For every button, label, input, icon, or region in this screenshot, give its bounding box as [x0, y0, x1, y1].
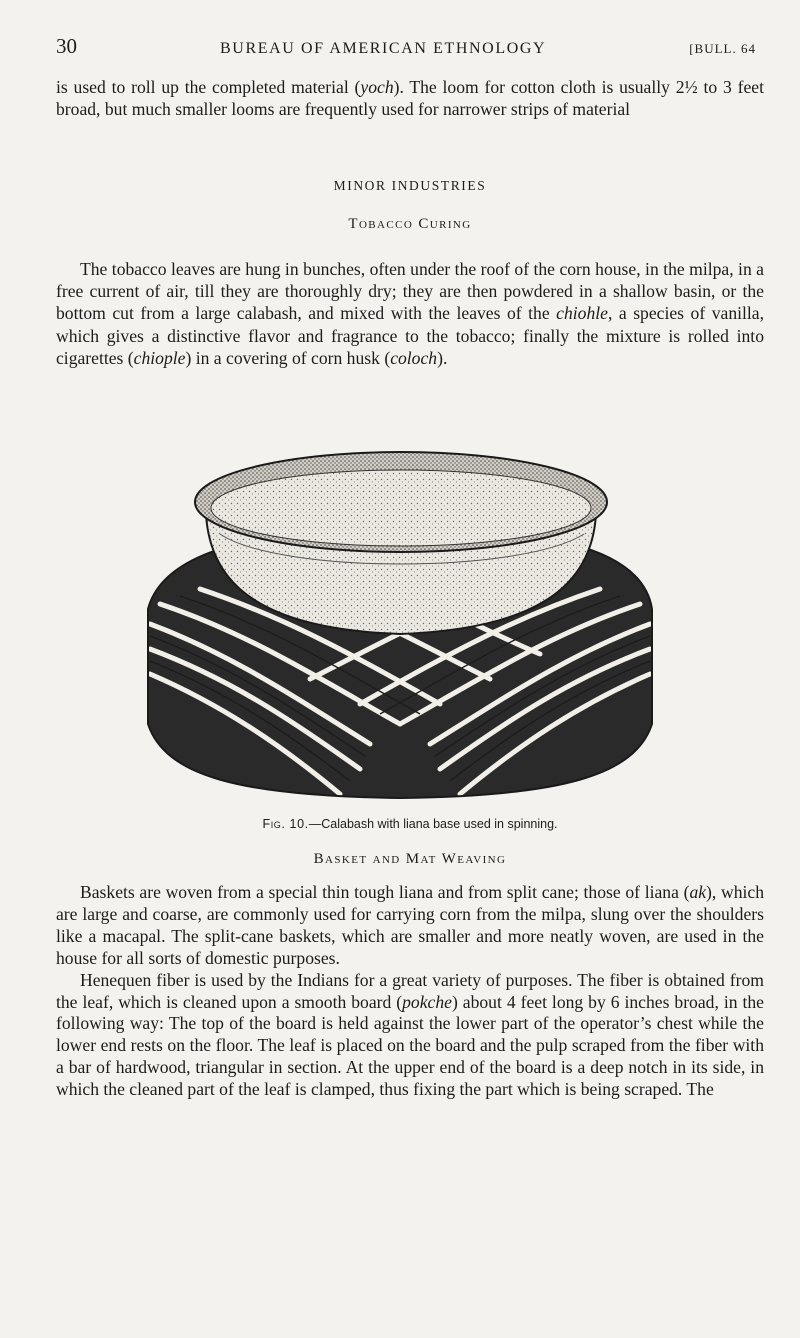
bulletin-tag: [BULL. 64	[689, 41, 756, 56]
paragraph-tobacco	[56, 258, 764, 369]
text-run: , a species of vanilla, which gives a distinctive flavor and fragrance to the tobacco; finally the mixture is rolled into cigarettes (	[56, 303, 764, 368]
italic-term: chiohle	[556, 303, 608, 324]
calabash-illustration	[140, 424, 660, 816]
italic-term: ak	[689, 882, 707, 902]
paragraph-text	[56, 970, 764, 1101]
section-heading: MINOR INDUSTRIES	[333, 178, 487, 193]
text-run: ).	[437, 347, 448, 368]
paragraph-text	[56, 882, 764, 970]
text-run: Henequen fiber is used by the Indians for a great variety of purposes. The fiber is obtained from the leaf, which is cleaned upon a smooth board (	[56, 969, 764, 1012]
text-run: Baskets are woven from a special thin tough liana and from split cane; those of liana (	[80, 882, 690, 902]
italic-term: chiople	[133, 347, 186, 368]
calabash-basket-drawing	[140, 424, 660, 816]
subheading-basket-weaving: Basket and Mat Weaving	[313, 851, 507, 867]
subheading-tobacco-curing: Tobacco Curing	[348, 216, 472, 232]
running-title: BUREAU OF AMERICAN ETHNOLOGY	[220, 40, 547, 57]
figure-caption	[56, 817, 764, 831]
italic-term: yoch	[360, 77, 394, 97]
page-number: 30	[56, 34, 77, 58]
text-run: ). The loom for cotton cloth is usually 2½ to 3 feet broad, but much smaller looms are frequently used for narrower strips of material	[56, 77, 764, 120]
text-run: ) in a covering of corn husk (	[185, 347, 391, 368]
text-run: ) about 4 feet long by 6 inches broad, in the following way: The top of the board is held against the lower part of the operator’s chest while the lower end rests on the floor. The leaf is placed on the board and the pulp scraped from the fiber with a bar of hardwood, triangular in section. At the upper end of the board is a deep notch in its side, in which the cleaned part of the leaf is clamped, thus fixing the part which is being scraped. The	[56, 991, 764, 1100]
text-run: ), which are large and coarse, are commonly used for carrying corn from the milpa, slung over the shoulders like a macapal. The split-cane baskets, which are smaller and more neatly woven, are used in the house for all sorts of domestic purposes.	[56, 882, 764, 968]
text-run: is used to roll up the completed material (	[56, 77, 361, 97]
italic-term: coloch	[390, 347, 438, 368]
italic-term: pokche	[402, 991, 452, 1012]
figure-caption-text: —Calabash with liana base used in spinning.	[308, 817, 558, 831]
paragraph-text	[56, 258, 764, 369]
text-run: The tobacco leaves are hung in bunches, often under the roof of the corn house, in the milpa, in a free current of air, till they are thoroughly dry; they are then powdered in a shallow basin, or the bottom cut from a large calabash, and mixed with the leaves of the	[56, 259, 764, 324]
paragraphs-basketry	[56, 882, 764, 1101]
figure-label: Fig. 10.	[262, 817, 309, 831]
